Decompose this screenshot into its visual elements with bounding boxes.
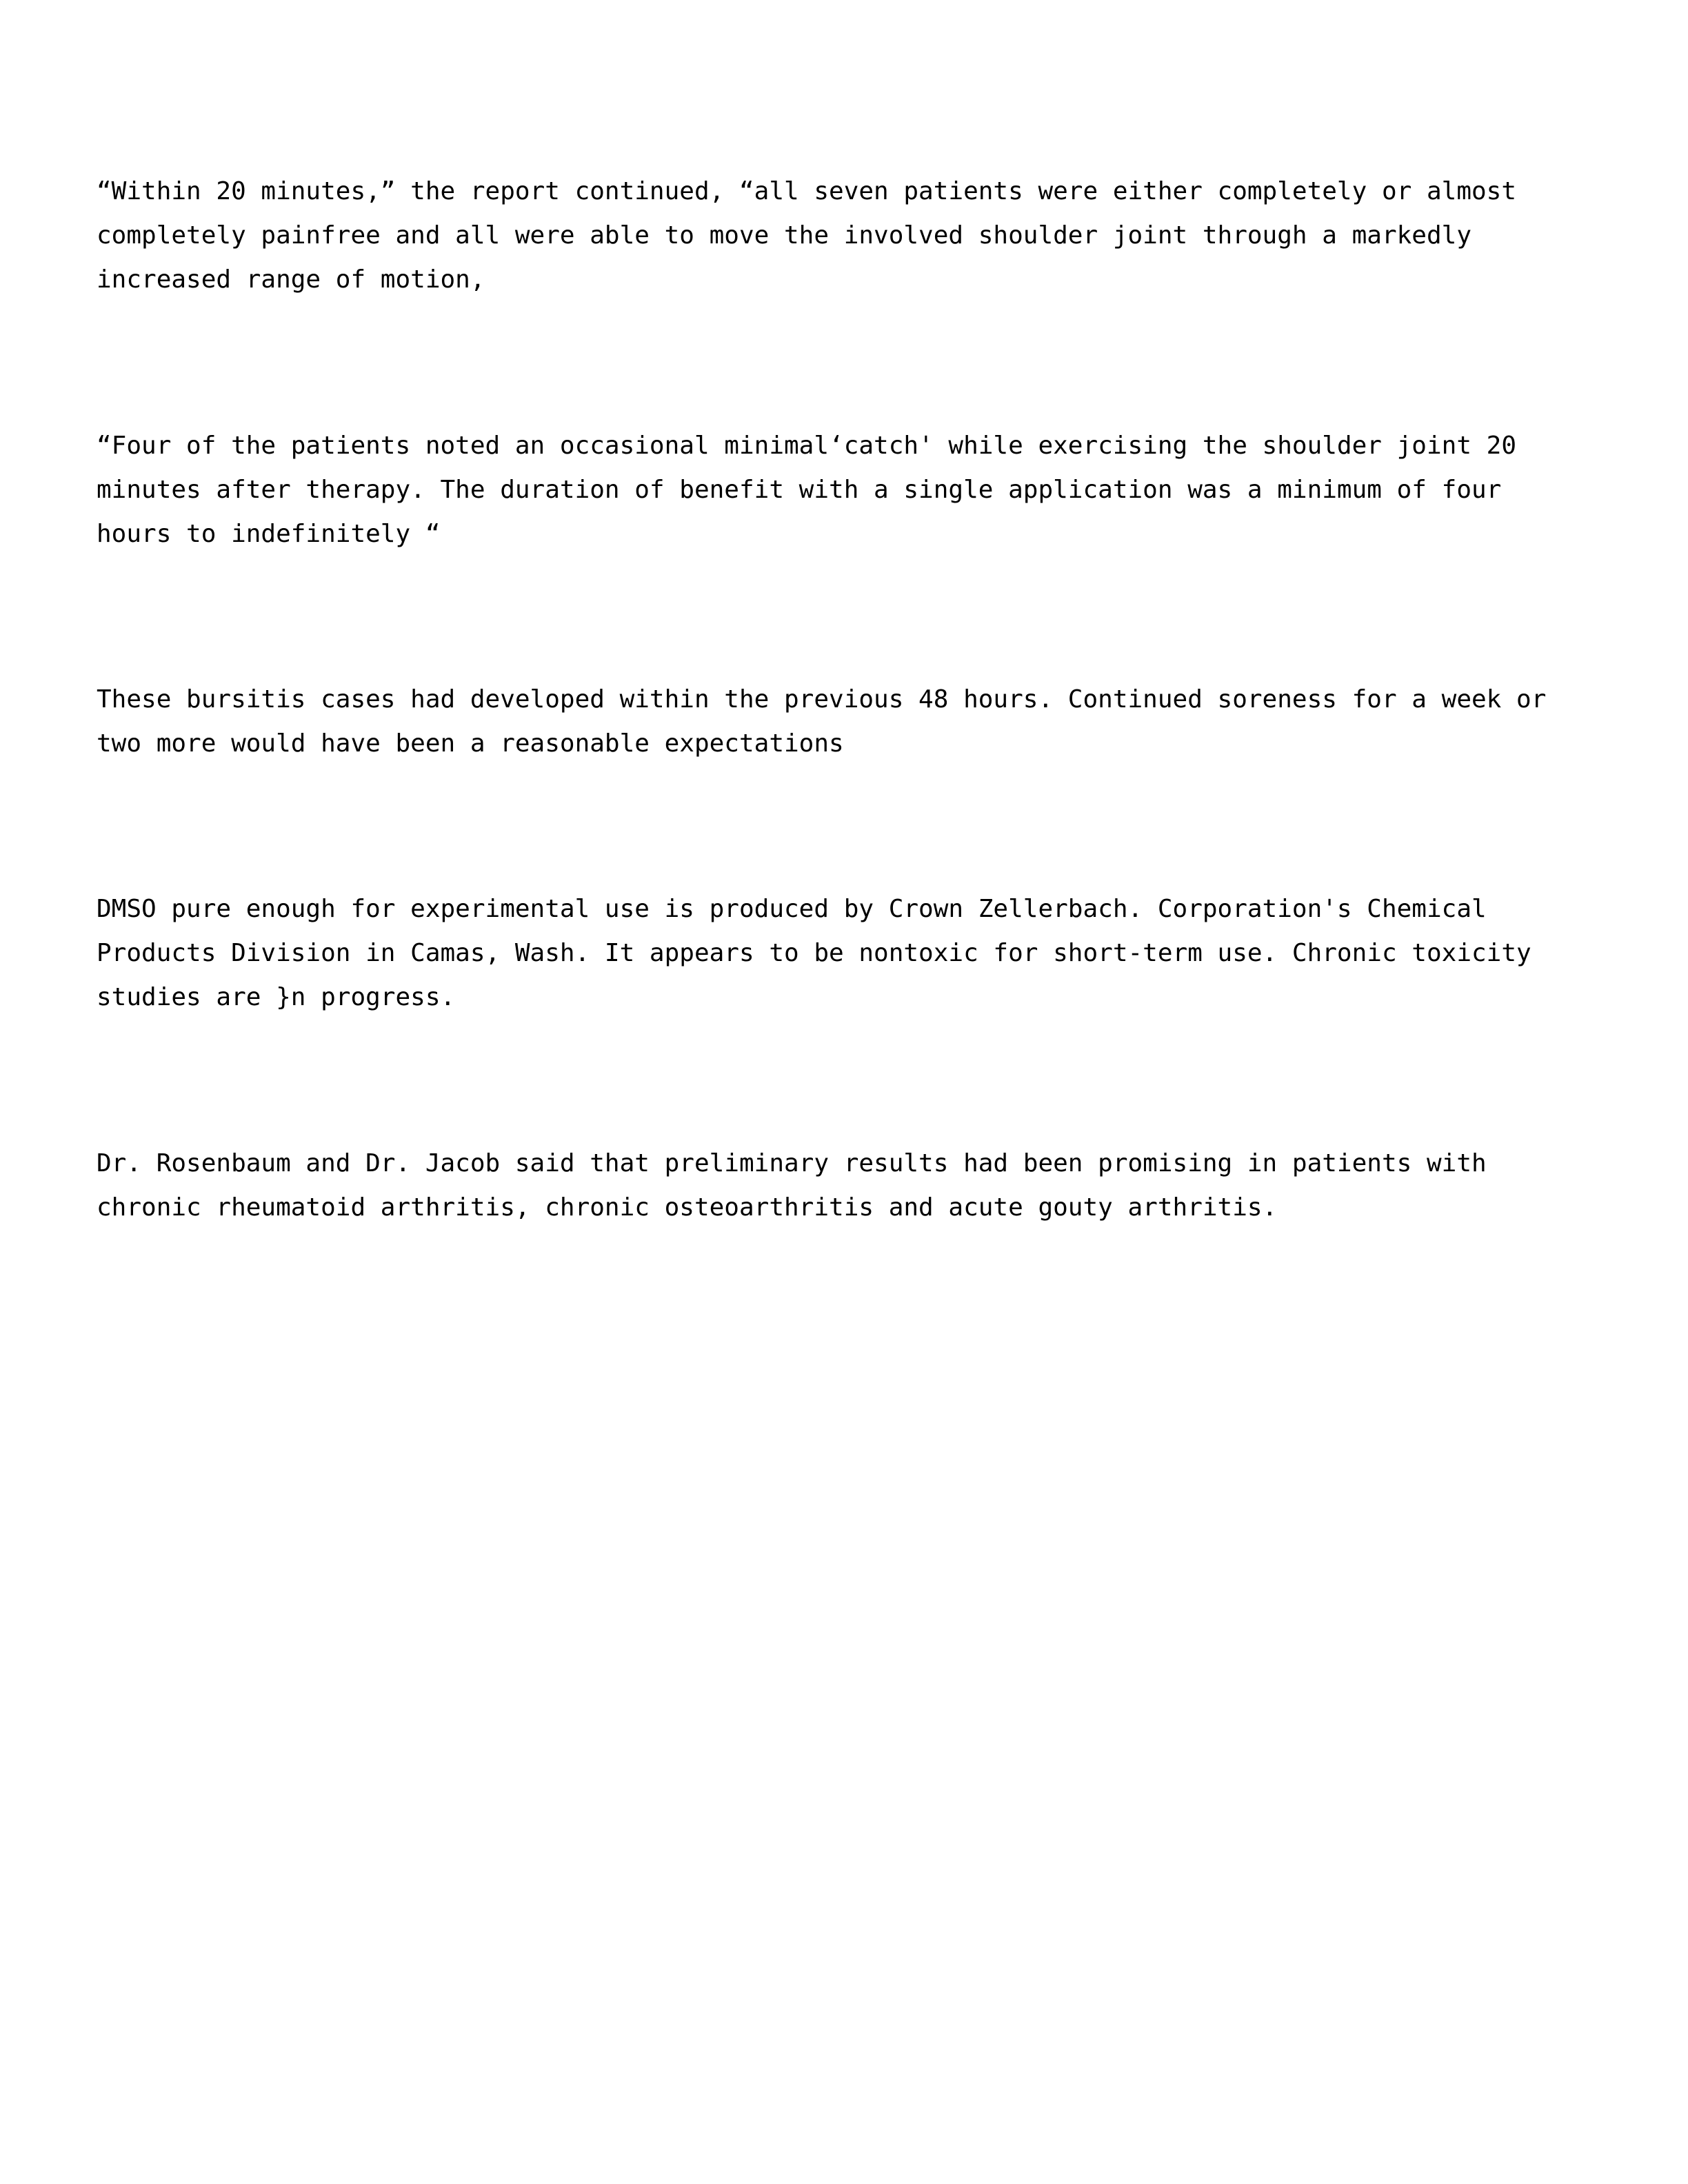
paragraph-4: DMSO pure enough for experimental use is produced by Crown Zellerbach. Corporation's Chemical Products Division in Camas, Wash. It appears to be nontoxic for short-term use. Chronic toxicity studies are }n progress. xyxy=(97,895,1547,1012)
paragraph-3: These bursitis cases had developed within the previous 48 hours. Continued soreness for a week or two more would have been a reasonable expectations xyxy=(97,685,1562,758)
paragraph-5: Dr. Rosenbaum and Dr. Jacob said that preliminary results had been promising in patients with chronic rheumatoid arthritis, chronic osteoarthritis and acute gouty arthritis. xyxy=(97,1149,1502,1222)
paragraph-2: “Four of the patients noted an occasional minimal‘catch' while exercising the shoulder joint 20 minutes after therapy. The duration of benefit with a single application was a minimum of four hours to indefinitely “ xyxy=(97,431,1531,548)
paragraph-1: “Within 20 minutes,” the report continued, “all seven patients were either completely or almost completely painfree and all were able to move the involved shoulder joint through a markedly increased range of motion, xyxy=(97,177,1531,294)
document-body xyxy=(97,81,1585,1318)
